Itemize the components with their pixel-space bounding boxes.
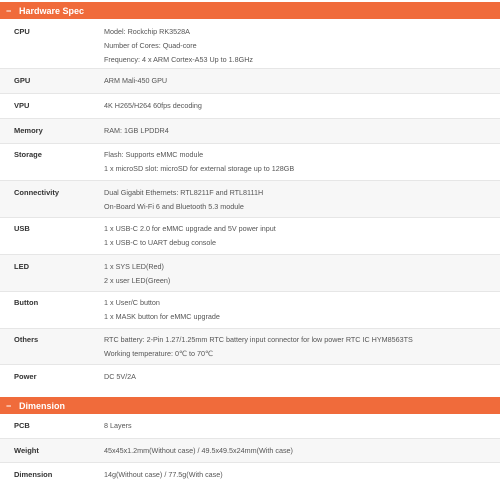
collapse-icon: − <box>6 400 12 411</box>
spec-line: 45x45x1.2mm(Without case) / 49.5x49.5x24mm(With case) <box>104 446 293 455</box>
spec-label: GPU <box>14 76 31 85</box>
spec-label: Button <box>14 298 39 307</box>
spec-label: Connectivity <box>14 188 60 197</box>
hardware-spec-header[interactable] <box>0 2 500 19</box>
spec-line: Working temperature: 0℃ to 70℃ <box>104 349 214 358</box>
spec-line: 1 x USB-C 2.0 for eMMC upgrade and 5V power input <box>104 224 276 233</box>
spec-label: Storage <box>14 150 42 159</box>
spec-row-power <box>0 365 500 391</box>
spec-line: ARM Mali-450 GPU <box>104 76 168 85</box>
spec-label: Power <box>14 372 37 381</box>
spec-row-button <box>0 292 500 329</box>
spec-line: RAM: 1GB LPDDR4 <box>104 126 169 135</box>
spec-line: 14g(Without case) / 77.5g(With case) <box>104 470 223 479</box>
hardware-spec-title: Hardware Spec <box>19 5 85 16</box>
spec-label: Weight <box>14 446 39 455</box>
spec-row-vpu <box>0 94 500 119</box>
spec-value <box>104 74 500 88</box>
spec-line: Number of Cores: Quad-core <box>104 41 197 50</box>
spec-value <box>104 260 500 288</box>
spec-line: Dual Gigabit Ethernets: RTL8211F and RTL8111H <box>104 188 264 197</box>
collapse-icon: − <box>6 5 12 16</box>
spec-line: 1 x USB-C to UART debug console <box>104 238 216 247</box>
spec-label: USB <box>14 224 30 233</box>
spec-line: 1 x User/C button <box>104 298 160 307</box>
spec-line: 1 x MASK button for eMMC upgrade <box>104 312 220 321</box>
spec-page <box>0 2 500 500</box>
spec-row-storage <box>0 144 500 181</box>
spec-label: CPU <box>14 27 30 36</box>
spec-line: 1 x microSD slot: microSD for external storage up to 128GB <box>104 164 295 173</box>
spec-line: 1 x SYS LED(Red) <box>104 262 164 271</box>
spec-line: 2 x user LED(Green) <box>104 276 171 285</box>
spec-value <box>104 124 500 138</box>
spec-label: Dimension <box>14 470 53 479</box>
dimension-row-weight <box>0 439 500 463</box>
spec-value <box>104 99 500 113</box>
spec-value <box>104 296 500 324</box>
spec-label: LED <box>14 262 29 271</box>
spec-row-cpu <box>0 19 500 69</box>
dimension-title: Dimension <box>19 400 66 411</box>
spec-value <box>104 444 500 458</box>
spec-label: Memory <box>14 126 43 135</box>
spec-value <box>104 370 500 384</box>
spec-line: 4K H265/H264 60fps decoding <box>104 101 202 110</box>
dimension-header[interactable] <box>0 397 500 414</box>
spec-value <box>104 186 500 214</box>
spec-line: 8 Layers <box>104 421 132 430</box>
spec-line: RTC battery: 2-Pin 1.27/1.25mm RTC battery input connector for low power RTC IC HYM8563TS <box>104 335 413 344</box>
spec-line: Flash: Supports eMMC module <box>104 150 204 159</box>
spec-line: On-Board Wi-Fi 6 and Bluetooth 5.3 module <box>104 202 244 211</box>
spec-label: PCB <box>14 421 30 430</box>
spec-row-others <box>0 329 500 365</box>
spec-label: VPU <box>14 101 30 110</box>
spec-line: DC 5V/2A <box>104 372 136 381</box>
spec-row-memory <box>0 119 500 144</box>
spec-label: Others <box>14 335 39 344</box>
spec-value <box>104 419 500 433</box>
dimension-row-dimension <box>0 463 500 487</box>
spec-row-connectivity <box>0 181 500 218</box>
spec-value <box>104 25 500 67</box>
spec-value <box>104 468 500 482</box>
spec-value <box>104 333 500 361</box>
spec-row-usb <box>0 218 500 255</box>
spec-value <box>104 222 500 250</box>
spec-row-led <box>0 255 500 292</box>
spec-value <box>104 148 500 176</box>
dimension-row-pcb <box>0 414 500 439</box>
spec-line: Model: Rockchip RK3528A <box>104 27 190 36</box>
spec-row-gpu <box>0 69 500 94</box>
spec-line: Frequency: 4 x ARM Cortex-A53 Up to 1.8GHz <box>104 55 253 64</box>
